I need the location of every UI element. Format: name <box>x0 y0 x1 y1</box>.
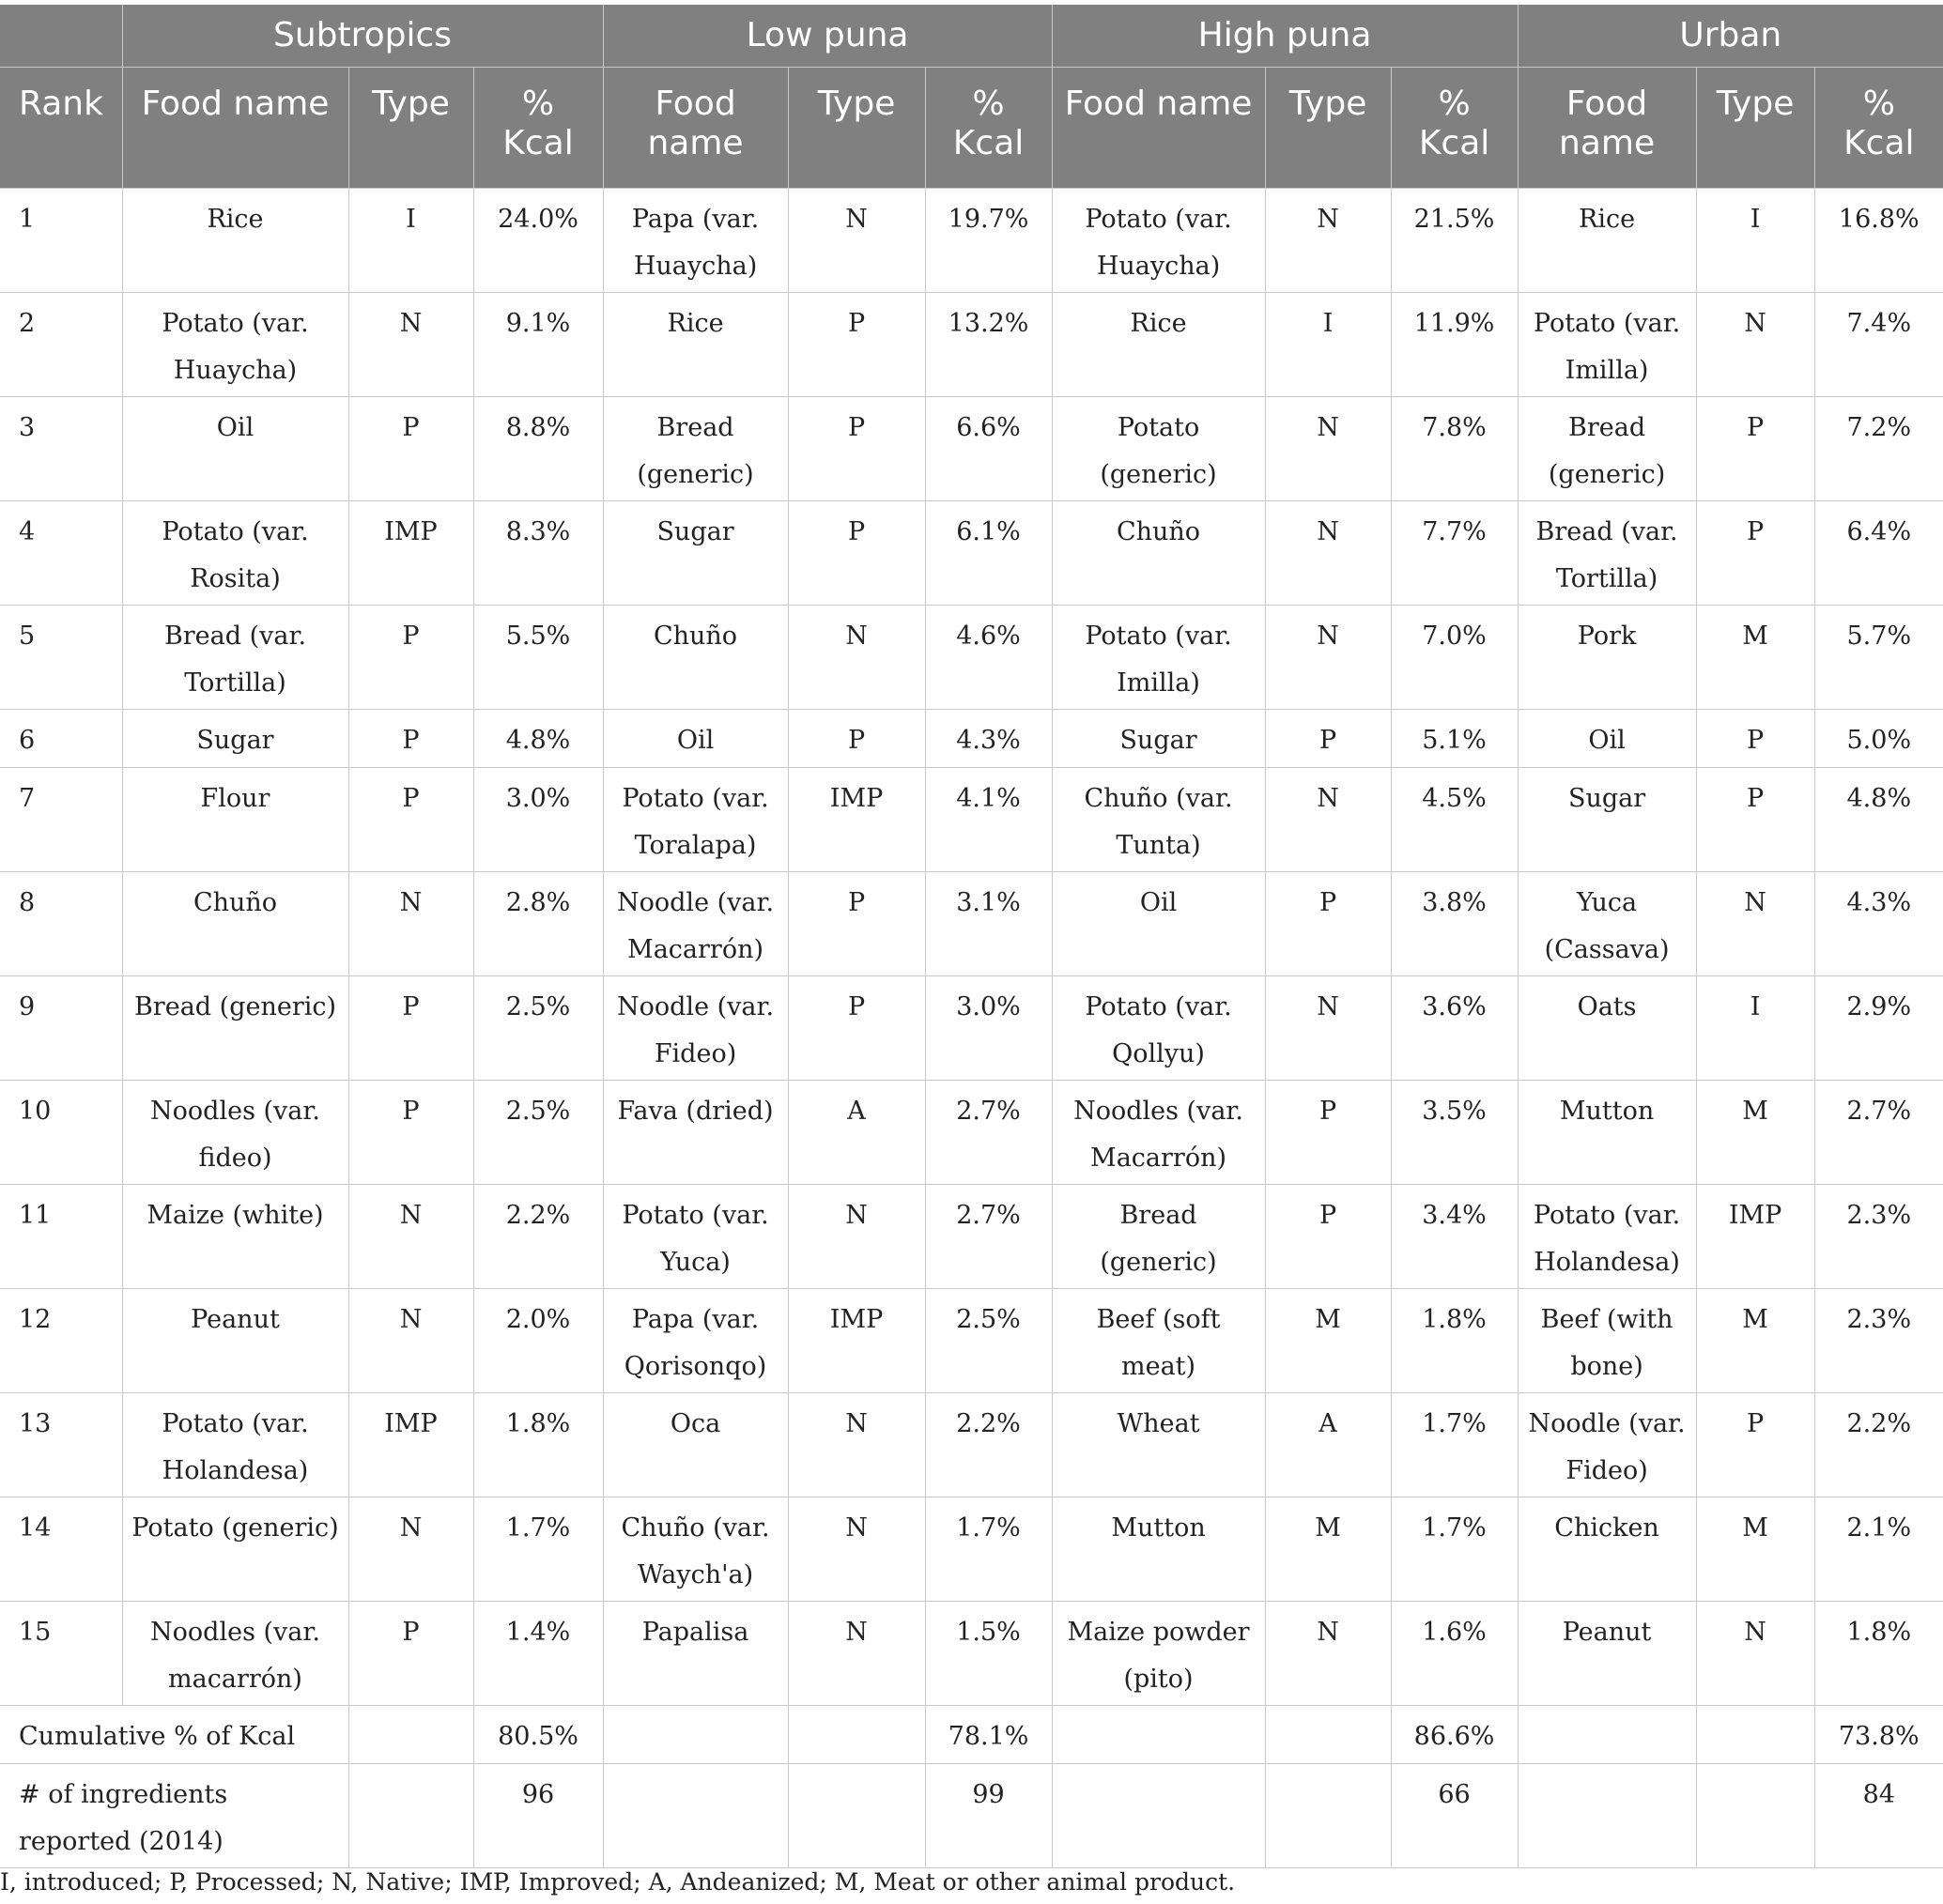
urban-type: M <box>1696 1497 1814 1602</box>
subtropics-type: P <box>348 397 473 501</box>
urban-type: P <box>1696 710 1814 768</box>
low-puna-kcal: 2.5% <box>925 1289 1052 1393</box>
low-puna-food-name: Bread (generic) <box>603 397 788 501</box>
subtropics-type: N <box>348 293 473 397</box>
high-puna-food-name: Sugar <box>1052 710 1265 768</box>
urban-kcal: 7.2% <box>1814 397 1943 501</box>
table-row <box>0 1081 1943 1185</box>
subtropics-food-name: Potato (var. Rosita) <box>122 501 348 606</box>
subtropics-kcal: 2.8% <box>473 872 603 976</box>
urban-type: M <box>1696 606 1814 710</box>
sub-food-name-header: Food name <box>122 68 348 189</box>
subtropics-food-name: Sugar <box>122 710 348 768</box>
rank-cell: 13 <box>0 1393 122 1497</box>
high-puna-food-name: Mutton <box>1052 1497 1265 1602</box>
low-puna-food-name: Oca <box>603 1393 788 1497</box>
low-puna-food-name: Oil <box>603 710 788 768</box>
low-puna-type: P <box>788 976 925 1081</box>
high-type-header: Type <box>1265 68 1391 189</box>
low-puna-type: P <box>788 710 925 768</box>
rank-cell: 11 <box>0 1185 122 1289</box>
empty-cell <box>1052 1706 1265 1764</box>
table-row <box>0 189 1943 293</box>
subtropics-type: IMP <box>348 501 473 606</box>
low-puna-kcal: 3.1% <box>925 872 1052 976</box>
high-puna-type: N <box>1265 768 1391 872</box>
rank-cell: 15 <box>0 1602 122 1706</box>
table-row <box>0 1289 1943 1393</box>
table-row <box>0 606 1943 710</box>
low-puna-type: N <box>788 1393 925 1497</box>
high-puna-kcal: 11.9% <box>1391 293 1518 397</box>
subtropics-kcal: 8.8% <box>473 397 603 501</box>
urban-type: P <box>1696 768 1814 872</box>
urban-food-name: Potato (var. Holandesa) <box>1518 1185 1696 1289</box>
urban-kcal: 4.8% <box>1814 768 1943 872</box>
low-puna-food-name: Papa (var. Qorisonqo) <box>603 1289 788 1393</box>
subtropics-type: IMP <box>348 1393 473 1497</box>
urban-type: N <box>1696 293 1814 397</box>
group-subtropics: Subtropics <box>122 5 603 68</box>
column-header-row <box>0 68 1943 189</box>
rank-cell: 5 <box>0 606 122 710</box>
table-row <box>0 1602 1943 1706</box>
subtropics-food-name: Potato (generic) <box>122 1497 348 1602</box>
subtropics-type: N <box>348 872 473 976</box>
subtropics-type: P <box>348 1081 473 1185</box>
subtropics-food-name: Maize (white) <box>122 1185 348 1289</box>
low-puna-type: N <box>788 189 925 293</box>
high-puna-kcal: 1.7% <box>1391 1497 1518 1602</box>
table-row <box>0 976 1943 1081</box>
low-puna-kcal: 2.7% <box>925 1081 1052 1185</box>
high-puna-food-name: Potato (generic) <box>1052 397 1265 501</box>
urban-type: I <box>1696 976 1814 1081</box>
subtropics-food-name: Peanut <box>122 1289 348 1393</box>
subtropics-kcal: 2.0% <box>473 1289 603 1393</box>
low-puna-type: IMP <box>788 768 925 872</box>
sub-cumulative: 80.5% <box>473 1706 603 1764</box>
subtropics-type: P <box>348 710 473 768</box>
low-puna-type: P <box>788 293 925 397</box>
table-body <box>0 189 1943 1868</box>
high-puna-type: N <box>1265 397 1391 501</box>
low-puna-type: N <box>788 606 925 710</box>
subtropics-food-name: Potato (var. Holandesa) <box>122 1393 348 1497</box>
high-puna-type: P <box>1265 872 1391 976</box>
low-puna-food-name: Sugar <box>603 501 788 606</box>
high-puna-type: N <box>1265 976 1391 1081</box>
high-kcal-header: % Kcal <box>1391 68 1518 189</box>
empty-cell <box>603 1764 788 1868</box>
subtropics-type: P <box>348 606 473 710</box>
low-puna-food-name: Papalisa <box>603 1602 788 1706</box>
high-puna-type: I <box>1265 293 1391 397</box>
low-puna-type: P <box>788 501 925 606</box>
urban-food-name: Beef (with bone) <box>1518 1289 1696 1393</box>
urban-kcal: 5.7% <box>1814 606 1943 710</box>
low-puna-food-name: Fava (dried) <box>603 1081 788 1185</box>
subtropics-food-name: Bread (generic) <box>122 976 348 1081</box>
rank-cell: 3 <box>0 397 122 501</box>
high-puna-kcal: 3.8% <box>1391 872 1518 976</box>
urban-kcal: 2.1% <box>1814 1497 1943 1602</box>
subtropics-kcal: 1.4% <box>473 1602 603 1706</box>
urban-type: N <box>1696 872 1814 976</box>
high-cumulative: 86.6% <box>1391 1706 1518 1764</box>
subtropics-food-name: Noodles (var. macarrón) <box>122 1602 348 1706</box>
ingredients-row <box>0 1764 1943 1868</box>
high-puna-kcal: 1.7% <box>1391 1393 1518 1497</box>
low-ingredients: 99 <box>925 1764 1052 1868</box>
low-puna-kcal: 13.2% <box>925 293 1052 397</box>
low-type-header: Type <box>788 68 925 189</box>
food-ranking-table <box>0 5 1943 1868</box>
high-puna-food-name: Potato (var. Qollyu) <box>1052 976 1265 1081</box>
urban-kcal: 5.0% <box>1814 710 1943 768</box>
urban-type: P <box>1696 1393 1814 1497</box>
subtropics-type: P <box>348 768 473 872</box>
urban-type: I <box>1696 189 1814 293</box>
high-puna-food-name: Beef (soft meat) <box>1052 1289 1265 1393</box>
low-kcal-header: % Kcal <box>925 68 1052 189</box>
subtropics-food-name: Rice <box>122 189 348 293</box>
high-puna-kcal: 1.6% <box>1391 1602 1518 1706</box>
rank-cell: 9 <box>0 976 122 1081</box>
urban-type: M <box>1696 1081 1814 1185</box>
high-puna-food-name: Chuño <box>1052 501 1265 606</box>
high-puna-kcal: 3.6% <box>1391 976 1518 1081</box>
urban-type: M <box>1696 1289 1814 1393</box>
urban-food-name: Oats <box>1518 976 1696 1081</box>
low-puna-type: P <box>788 872 925 976</box>
empty-cell <box>1265 1706 1391 1764</box>
group-high-puna: High puna <box>1052 5 1518 68</box>
low-puna-kcal: 2.7% <box>925 1185 1052 1289</box>
high-puna-kcal: 3.5% <box>1391 1081 1518 1185</box>
table-row <box>0 501 1943 606</box>
rank-cell: 12 <box>0 1289 122 1393</box>
low-puna-kcal: 1.5% <box>925 1602 1052 1706</box>
subtropics-type: N <box>348 1185 473 1289</box>
low-puna-food-name: Papa (var. Huaycha) <box>603 189 788 293</box>
rank-cell: 8 <box>0 872 122 976</box>
urban-kcal: 2.9% <box>1814 976 1943 1081</box>
high-puna-kcal: 5.1% <box>1391 710 1518 768</box>
urban-food-name: Noodle (var. Fideo) <box>1518 1393 1696 1497</box>
empty-cell <box>1696 1764 1814 1868</box>
high-puna-type: P <box>1265 1185 1391 1289</box>
subtropics-kcal: 9.1% <box>473 293 603 397</box>
urban-food-name: Rice <box>1518 189 1696 293</box>
table-row <box>0 710 1943 768</box>
empty-cell <box>1696 1706 1814 1764</box>
low-puna-type: N <box>788 1602 925 1706</box>
urban-type: IMP <box>1696 1185 1814 1289</box>
rank-cell: 10 <box>0 1081 122 1185</box>
high-puna-type: M <box>1265 1289 1391 1393</box>
low-puna-kcal: 6.6% <box>925 397 1052 501</box>
urban-kcal: 7.4% <box>1814 293 1943 397</box>
empty-cell <box>348 1706 473 1764</box>
urban-food-name: Bread (generic) <box>1518 397 1696 501</box>
cumulative-label: Cumulative % of Kcal <box>0 1706 348 1764</box>
high-puna-type: N <box>1265 189 1391 293</box>
corner-cell <box>0 5 122 68</box>
high-puna-type: N <box>1265 501 1391 606</box>
high-puna-food-name: Potato (var. Huaycha) <box>1052 189 1265 293</box>
subtropics-kcal: 1.8% <box>473 1393 603 1497</box>
subtropics-type: P <box>348 1602 473 1706</box>
low-puna-kcal: 1.7% <box>925 1497 1052 1602</box>
urban-food-name: Pork <box>1518 606 1696 710</box>
urban-food-name: Potato (var. Imilla) <box>1518 293 1696 397</box>
table-row <box>0 1185 1943 1289</box>
empty-cell <box>1518 1706 1696 1764</box>
urban-food-name: Oil <box>1518 710 1696 768</box>
empty-cell <box>1265 1764 1391 1868</box>
low-puna-type: IMP <box>788 1289 925 1393</box>
low-puna-kcal: 19.7% <box>925 189 1052 293</box>
subtropics-kcal: 5.5% <box>473 606 603 710</box>
rank-header: Rank <box>0 68 122 189</box>
low-puna-food-name: Noodle (var. Fideo) <box>603 976 788 1081</box>
high-puna-type: A <box>1265 1393 1391 1497</box>
high-puna-kcal: 4.5% <box>1391 768 1518 872</box>
subtropics-type: I <box>348 189 473 293</box>
urban-food-name: Yuca (Cassava) <box>1518 872 1696 976</box>
high-puna-type: N <box>1265 606 1391 710</box>
urban-type: P <box>1696 397 1814 501</box>
low-puna-kcal: 4.3% <box>925 710 1052 768</box>
rank-cell: 6 <box>0 710 122 768</box>
low-puna-type: N <box>788 1185 925 1289</box>
urban-type: N <box>1696 1602 1814 1706</box>
high-puna-kcal: 3.4% <box>1391 1185 1518 1289</box>
urban-kcal: 2.7% <box>1814 1081 1943 1185</box>
urban-kcal: 6.4% <box>1814 501 1943 606</box>
urban-kcal: 1.8% <box>1814 1602 1943 1706</box>
high-food-name-header: Food name <box>1052 68 1265 189</box>
low-puna-type: A <box>788 1081 925 1185</box>
high-puna-kcal: 7.7% <box>1391 501 1518 606</box>
subtropics-food-name: Flour <box>122 768 348 872</box>
ingredients-label: # of ingredients reported (2014) <box>0 1764 348 1868</box>
sub-type-header: Type <box>348 68 473 189</box>
rank-cell: 14 <box>0 1497 122 1602</box>
low-puna-type: P <box>788 397 925 501</box>
low-puna-type: N <box>788 1497 925 1602</box>
empty-cell <box>1052 1764 1265 1868</box>
high-puna-type: P <box>1265 1081 1391 1185</box>
urb-ingredients: 84 <box>1814 1764 1943 1868</box>
urban-kcal: 2.3% <box>1814 1185 1943 1289</box>
high-puna-kcal: 1.8% <box>1391 1289 1518 1393</box>
urban-kcal: 4.3% <box>1814 872 1943 976</box>
empty-cell <box>348 1764 473 1868</box>
urban-food-name: Chicken <box>1518 1497 1696 1602</box>
high-puna-food-name: Rice <box>1052 293 1265 397</box>
high-puna-food-name: Potato (var. Imilla) <box>1052 606 1265 710</box>
empty-cell <box>788 1764 925 1868</box>
rank-cell: 1 <box>0 189 122 293</box>
low-puna-kcal: 3.0% <box>925 976 1052 1081</box>
table-row <box>0 1497 1943 1602</box>
low-cumulative: 78.1% <box>925 1706 1052 1764</box>
urban-kcal: 2.3% <box>1814 1289 1943 1393</box>
subtropics-kcal: 3.0% <box>473 768 603 872</box>
low-puna-kcal: 4.6% <box>925 606 1052 710</box>
subtropics-food-name: Chuño <box>122 872 348 976</box>
urban-food-name: Mutton <box>1518 1081 1696 1185</box>
rank-cell: 7 <box>0 768 122 872</box>
urban-type: P <box>1696 501 1814 606</box>
empty-cell <box>788 1706 925 1764</box>
group-urban: Urban <box>1518 5 1943 68</box>
high-puna-kcal: 7.8% <box>1391 397 1518 501</box>
table-row <box>0 768 1943 872</box>
subtropics-type: N <box>348 1289 473 1393</box>
subtropics-type: N <box>348 1497 473 1602</box>
high-puna-food-name: Wheat <box>1052 1393 1265 1497</box>
high-puna-type: P <box>1265 710 1391 768</box>
high-puna-type: N <box>1265 1602 1391 1706</box>
subtropics-food-name: Noodles (var. fideo) <box>122 1081 348 1185</box>
table-row <box>0 872 1943 976</box>
high-puna-food-name: Chuño (var. Tunta) <box>1052 768 1265 872</box>
table-row <box>0 293 1943 397</box>
urb-type-header: Type <box>1696 68 1814 189</box>
subtropics-food-name: Bread (var. Tortilla) <box>122 606 348 710</box>
empty-cell <box>603 1706 788 1764</box>
rank-cell: 4 <box>0 501 122 606</box>
low-puna-food-name: Rice <box>603 293 788 397</box>
low-food-name-header: Food name <box>603 68 788 189</box>
high-puna-food-name: Bread (generic) <box>1052 1185 1265 1289</box>
subtropics-kcal: 4.8% <box>473 710 603 768</box>
sub-kcal-header: % Kcal <box>473 68 603 189</box>
subtropics-kcal: 2.5% <box>473 1081 603 1185</box>
high-puna-food-name: Oil <box>1052 872 1265 976</box>
urb-food-name-header: Food name <box>1518 68 1696 189</box>
table-container <box>0 5 1943 1868</box>
urb-kcal-header: % Kcal <box>1814 68 1943 189</box>
low-puna-food-name: Chuño <box>603 606 788 710</box>
subtropics-kcal: 2.2% <box>473 1185 603 1289</box>
table-row <box>0 1393 1943 1497</box>
high-puna-food-name: Maize powder (pito) <box>1052 1602 1265 1706</box>
subtropics-food-name: Oil <box>122 397 348 501</box>
subtropics-type: P <box>348 976 473 1081</box>
urban-kcal: 2.2% <box>1814 1393 1943 1497</box>
low-puna-food-name: Potato (var. Yuca) <box>603 1185 788 1289</box>
urban-food-name: Bread (var. Tortilla) <box>1518 501 1696 606</box>
subtropics-kcal: 24.0% <box>473 189 603 293</box>
urb-cumulative: 73.8% <box>1814 1706 1943 1764</box>
high-puna-kcal: 7.0% <box>1391 606 1518 710</box>
table-footnote: I, introduced; P, Processed; N, Native; IMP, Improved; A, Andeanized; M, Meat or other animal product. <box>0 1868 1236 1896</box>
sub-ingredients: 96 <box>473 1764 603 1868</box>
table-row <box>0 397 1943 501</box>
subtropics-food-name: Potato (var. Huaycha) <box>122 293 348 397</box>
cumulative-row <box>0 1706 1943 1764</box>
high-puna-type: M <box>1265 1497 1391 1602</box>
urban-food-name: Peanut <box>1518 1602 1696 1706</box>
low-puna-kcal: 2.2% <box>925 1393 1052 1497</box>
group-header-row <box>0 5 1943 68</box>
empty-cell <box>1518 1764 1696 1868</box>
low-puna-food-name: Potato (var. Toralapa) <box>603 768 788 872</box>
low-puna-food-name: Chuño (var. Waych'a) <box>603 1497 788 1602</box>
urban-kcal: 16.8% <box>1814 189 1943 293</box>
subtropics-kcal: 1.7% <box>473 1497 603 1602</box>
low-puna-kcal: 4.1% <box>925 768 1052 872</box>
high-puna-food-name: Noodles (var. Macarrón) <box>1052 1081 1265 1185</box>
subtropics-kcal: 8.3% <box>473 501 603 606</box>
urban-food-name: Sugar <box>1518 768 1696 872</box>
rank-cell: 2 <box>0 293 122 397</box>
low-puna-kcal: 6.1% <box>925 501 1052 606</box>
group-low-puna: Low puna <box>603 5 1052 68</box>
low-puna-food-name: Noodle (var. Macarrón) <box>603 872 788 976</box>
high-puna-kcal: 21.5% <box>1391 189 1518 293</box>
high-ingredients: 66 <box>1391 1764 1518 1868</box>
subtropics-kcal: 2.5% <box>473 976 603 1081</box>
